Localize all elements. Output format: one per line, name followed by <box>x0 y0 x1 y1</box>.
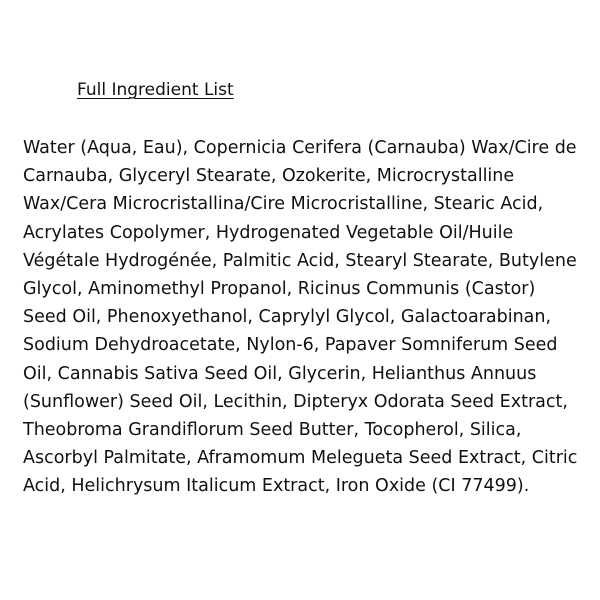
ingredient-line: Seed Oil, Phenoxyethanol, Caprylyl Glycol, Galactoarabinan, <box>23 307 552 328</box>
ingredient-line: (Sunflower) Seed Oil, Lecithin, Dipteryx Odorata Seed Extract, <box>23 391 568 412</box>
ingredient-line: Acrylates Copolymer, Hydrogenated Vegetable Oil/Huile <box>23 222 514 243</box>
ingredient-list-heading[interactable]: Full Ingredient List <box>77 80 234 100</box>
ingredient-line: Carnauba, Glyceryl Stearate, Ozokerite, Microcrystalline <box>23 166 515 187</box>
ingredient-line: Sodium Dehydroacetate, Nylon-6, Papaver Somniferum Seed <box>23 335 558 356</box>
ingredient-line: Acid, Helichrysum Italicum Extract, Iron Oxide (CI 77499). <box>23 476 530 497</box>
ingredient-line: Glycol, Aminomethyl Propanol, Ricinus Communis (Castor) <box>23 279 536 300</box>
ingredient-line: Theobroma Grandiflorum Seed Butter, Tocopherol, Silica, <box>23 420 522 441</box>
ingredient-list-text <box>23 134 583 501</box>
ingredient-line: Ascorbyl Palmitate, Aframomum Melegueta Seed Extract, Citric <box>23 448 578 469</box>
ingredient-line: Water (Aqua, Eau), Copernicia Cerifera (Carnauba) Wax/Cire de <box>23 138 577 158</box>
ingredient-line: Oil, Cannabis Sativa Seed Oil, Glycerin, Helianthus Annuus <box>23 363 537 384</box>
ingredient-line: Wax/Cera Microcristallina/Cire Microcristalline, Stearic Acid, <box>23 194 544 215</box>
ingredient-line: Végétale Hydrogénée, Palmitic Acid, Stearyl Stearate, Butylene <box>23 250 577 271</box>
